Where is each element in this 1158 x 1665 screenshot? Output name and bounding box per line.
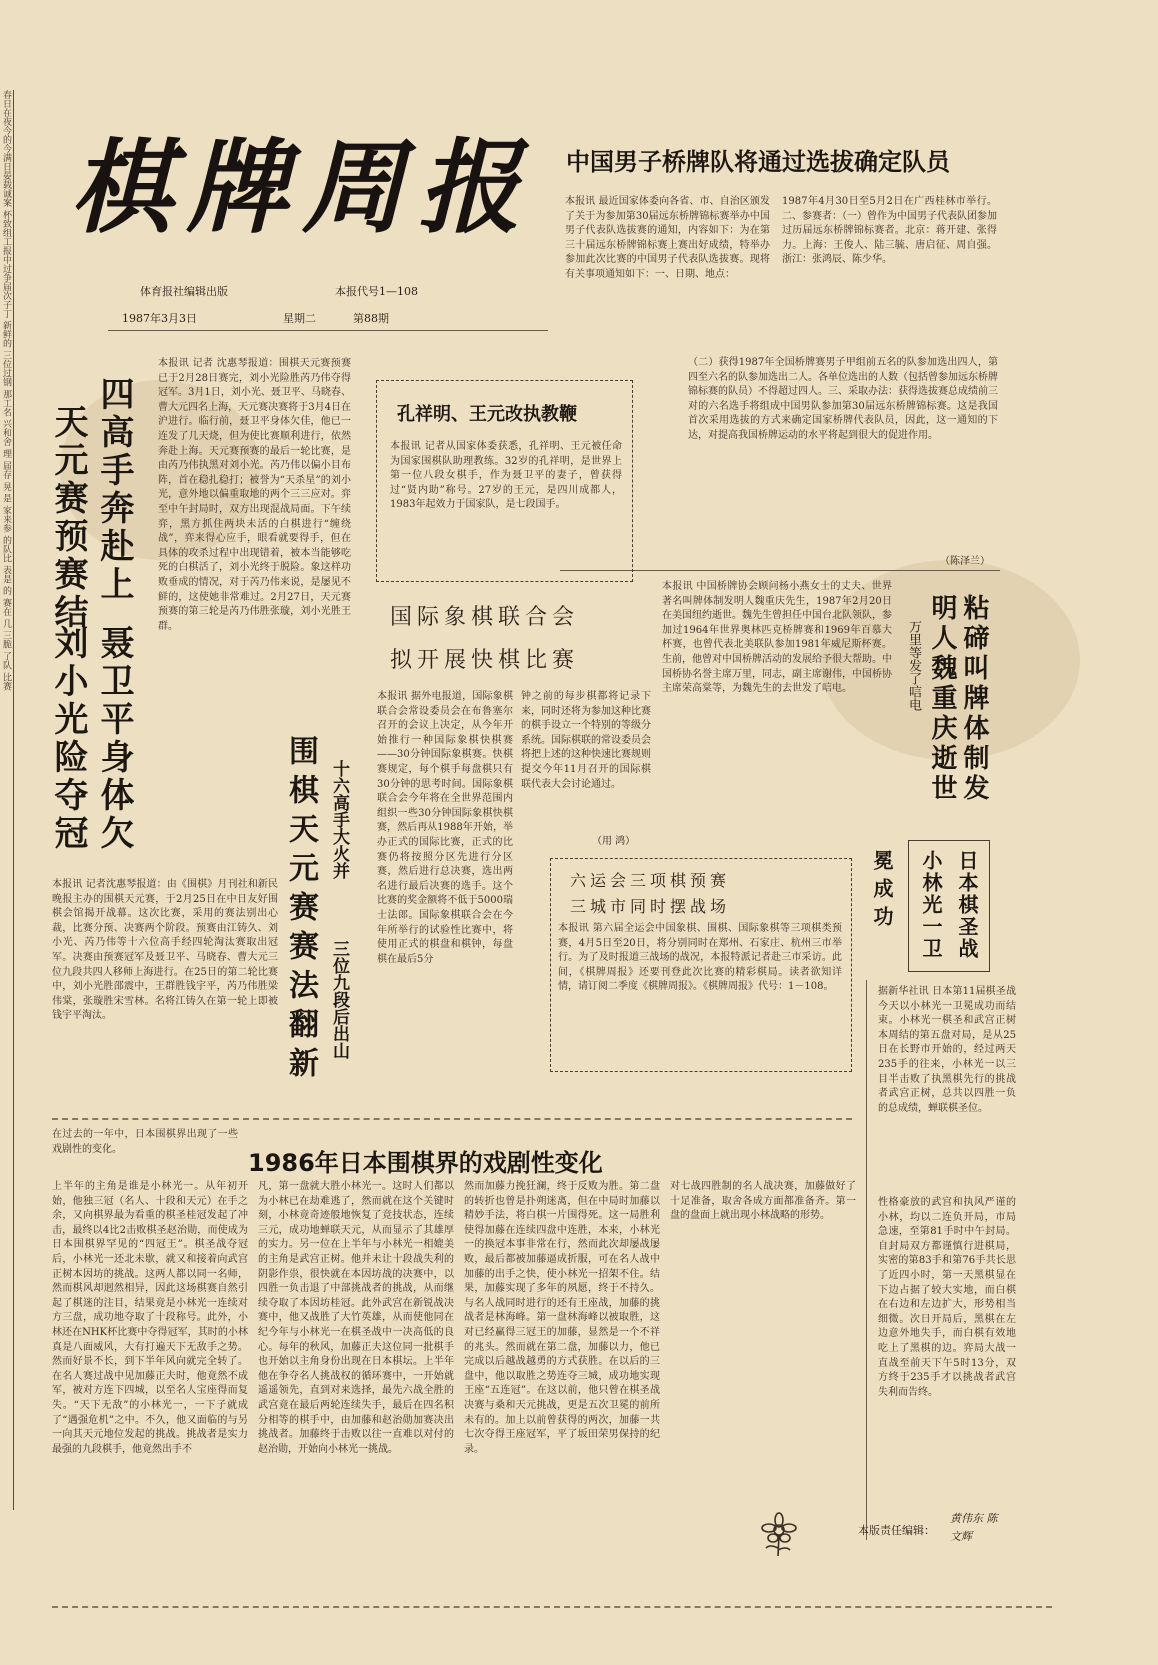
bridge-body-col1: 本报讯 最近国家体委向各省、市、自治区颁发了关于为参加第30届远东桥牌锦标赛举办中国男子代表队选拔赛的通知，内容如下：为在第三十届远东桥牌锦标赛上赛出好成绩，特举办参加此次比赛的中国男子代表队选拔赛。现将有关事项通知如下：一、日期、地点： xyxy=(565,196,770,280)
obit-headline-2: 明人魏重庆逝世 xyxy=(927,594,957,804)
bridge-byline: （陈泽兰） xyxy=(940,556,990,567)
chess-body-col2: 钟之前的每步棋都将记录下来，同时还将为参加这种比赛的棋手设立一个特别的等级分系统。国际棋联的常设委员会将把上述的这种快速比赛规则提交今年11月召开的国际棋联代表大会讨论通过。 xyxy=(521,691,651,790)
obit-body: 本报讯 中国桥牌协会顾问杨小燕女士的丈夫、世界著名叫牌体制发明人魏重庆先生，1987年2月20日在美国纽约逝世。魏先生曾担任中国台北队领队，参加过1964年世界奥林匹克桥牌赛和1969年百慕大杯赛，也曾代表北美联队参加1981年威尼斯杯赛。生前，他曾对中国桥牌活动的发展给予很大帮助。中国桥协名誉主席万里，同志，副主席谢伟，中国桥协主席荣高棠等，为魏先生的去世发了唁电。 xyxy=(662,581,892,695)
weiqi-body: 本报讯 记者沈惠琴报道：由《围棋》月刊社和新民晚报主办的围棋天元赛，于2月25日在中日友好围棋会馆揭开战幕。这次比赛，采用的赛法别出心裁，比赛分预、决赛两个阶段。预赛由江铸久、刘小光、芮乃伟等十六位高手经四轮淘汰赛取出冠军。决赛由预赛冠军及聂卫平、马晓春、曹大元三位九段共四人移师上海进行。在25日的第二轮比赛中，刘小光胜邵震中，王群胜钱宇平，芮乃伟胜梁伟棠，张璇胜宋雪林。名将江铸久在第一轮上即被钱宇平淘汰。 xyxy=(52,879,278,1022)
tianyuan-headline-2: 天元赛预赛结 xyxy=(48,404,88,632)
japan1986-headline: 1986年日本围棋界的戏剧性变化 xyxy=(248,1149,603,1177)
kobayashi-headline-2: 小林光一卫 xyxy=(919,850,943,960)
yunhui-headline-2: 三城市同时摆战场 xyxy=(570,897,731,916)
weiqi-headline-sub-b: 三位九段后出山 xyxy=(329,940,349,1059)
obit-subheadline: 万里等发了唁电 xyxy=(906,620,921,711)
yunhui-body: 本报讯 第六届全运会中国象棋、围棋、国际象棋等三项棋类预赛，4月5日至20日，将分别同时在郑州、石家庄、杭州三市举行。为了及时报道三战场的战况，本报特派记者赴三市采访。此间，《棋牌周报》还要刊登此次比赛的精彩棋局。读者欲知详情，请订阅二季度《棋牌周报》。《棋牌周报》代号：1－108。 xyxy=(558,923,842,993)
masthead-publisher: 体育报社编辑出版 xyxy=(140,285,228,298)
masthead-issue: 第88期 xyxy=(353,312,389,325)
bridge-body-col2: 1987年4月30日至5月2日在广西桂林市举行。二、参赛者：（一）曾作为中国男子代表队团参加过历届远东桥牌锦标赛者。北京：蒋开建、张得力。上海：王俊人、陆三毓、唐启征、周自强。浙江：张鸿辰、陈少华。 xyxy=(782,196,997,266)
kong-headline: 孔祥明、王元改执教鞭 xyxy=(397,404,577,425)
kobayashi-headline-1: 日本棋圣战 xyxy=(955,850,979,960)
kong-body: 本报讯 记者从国家体委获悉，孔祥明、王元被任命为国家围棋队助理教练。32岁的孔祥明，是世界上第一位八段女棋手，作为聂卫平的妻子，曾获得过“贤内助”称号。27岁的王元，是四川成都人，1983年起效力于国家队，是七段国手。 xyxy=(390,441,622,511)
bridge-body-cont: （二）获得1987年全国桥牌赛男子甲组前五名的队参加选出四人，第四至六名的队参加选出二人。各单位选出的人数（包括曾参加远东桥牌锦标赛的队员）不得超过四人。三、采取办法：获得选拔赛总成绩前三对的六名选手将组成中国男队参加第30届远东桥牌锦标赛。这是我国首次采用选拔的方式来确定国家桥牌代表队员，因此，这一通知的下达，对提高我国桥牌运动的水平将起到很大的促进作用。 xyxy=(688,357,998,441)
chess-body-col1: 本报讯 据外电报道，国际象棋联合会常设委员会在布鲁塞尔召开的会议上决定，从今年开始推行一种国际象棋快棋赛——30分钟国际象棋赛。快棋赛规定，每个棋手每盘棋只有30分钟的思考时间。国际象棋联合会今年将在全世界范围内组织一些30分钟国际象棋快棋赛，然后再从1988年开始，举办正式的国际比赛，正式的比赛仍将按照分区先进行分区赛，然后进行总决赛，选出两名进行最后决赛的选手。这个比赛的奖金额将不低于5000瑞士法郎。国际象棋联合会在今年所举行的试验性比赛中，将使用正式的棋盘和棋钟，每盘棋在最后5分 xyxy=(377,691,513,965)
masthead-weekday: 星期二 xyxy=(283,312,316,325)
flower-ornament xyxy=(754,1510,804,1560)
editors-label: 本版责任编辑： xyxy=(858,1524,935,1537)
tianyuan-headline-4: 刘小光险夺冠 xyxy=(48,625,88,853)
kobayashi-body: 据新华社讯 日本第11届棋圣战今天以小林光一卫冕成功而结束。小林光一棋圣和武宫正树本周结的第五盘对局，是从25日在长野市开始的，经过两天235手的往来，小林光一以三目半击败了执黑棋先行的挑战者武宫正树，总共以四胜一负的总成绩，蝉联棋圣位。 xyxy=(878,986,1016,1114)
tianyuan-body: 本报讯 记者 沈惠琴报道：围棋天元赛预赛已于2月28日赛完，刘小光险胜芮乃伟夺得冠军。3月1日，刘小光、聂卫平、马晓春、曹大元四名上海，天元赛决赛将于3月4日在沪进行。临行前，聂卫平身体欠佳，他已一连发了几天烧，但为使比赛顺利进行，依然奔赴上海。天元赛预赛的最后一轮比赛，是由芮乃伟执黑对刘小光。芮乃伟以偏小目布阵，首在稳扎稳打；被誉为“天杀星”的刘小光，意外地以偏重取地的两个三三应对。弈至中午封局时，双方出现混战局面。下午续弈，黑方抓住两块未活的白棋进行“缠绕战”，弈来得心应手，眼看就要得手，但在具体的攻杀过程中出现错着，被本当能够吃死的白棋活了，刘小光终于脱险。象这样功败垂成的情况，对于芮乃伟来说，是屡见不鲜的，这使她非常难过。2月27日，天元赛预赛的第三轮是芮乃伟胜张璇，刘小光胜王群。 xyxy=(158,358,351,632)
left-margin-strip xyxy=(0,90,14,1510)
obit-headline-1: 粘碲叫牌体制发 xyxy=(959,594,989,804)
chess-headline-2: 拟开展快棋比赛 xyxy=(390,648,580,673)
tianyuan-headline-1: 四高手奔赴上 xyxy=(94,376,134,604)
editors-names: 黄伟东 陈文辉 xyxy=(950,1512,998,1543)
japan1986-col1: 上半年的主角是谁是小林光一。从年初开始，他独三冠（名人、十段和天元）在手之余，又向棋界最为看重的棋圣桂冠发起了冲击，最终以4比2击败棋圣赵治勋，而使成为日本围棋界罕见的“四冠王”。棋圣战夺冠后，小林光一还北未歇，就又和接着向武宫正树本因坊的挑战。这两人都以同一名师，然而棋风却迥然相异，因此这场棋赛自然引起了棋迷的注目，结果竟是小林光一连续对方三盘，成功地夺取了十段称号。此外，小林还在NHK杯比赛中夺得冠军，其时的小林真是八面威风，大有打遍天下无敌手之势。然而好景不长，到下半年风向就完全转了。在名人赛过战中见加藤正夫时，他竟然不成军，被对方连下四城，以至名人宝座得而复失。“天下无敌”的小林光一，一下子就成了“遇强危机”之中。不久，他又面临的与另一向其天元地位发起的挑战。挑战者是实力最强的九段棋手，他竟然出手不 xyxy=(52,1181,248,1455)
bridge-headline: 中国男子桥牌队将通过选拔确定队员 xyxy=(566,148,950,176)
masthead-title: 棋牌周报 xyxy=(70,128,534,248)
chess-headline-1: 国际象棋联合会 xyxy=(390,605,580,630)
section-rule xyxy=(52,1118,852,1120)
japan1986-intro: 在过去的一年中，日本围棋界出现了一些戏剧性的变化。 xyxy=(52,1129,238,1155)
bottom-rule xyxy=(52,1606,1052,1608)
masthead-code: 本报代号1—108 xyxy=(335,285,418,298)
yunhui-headline-1: 六运会三项棋预赛 xyxy=(570,871,731,890)
weiqi-headline-main: 围棋天元赛赛法翻新 xyxy=(283,735,318,1086)
japan1986-col4: 对七战四胜制的名人战决赛，加藤做好了十足准备，取舍各成方面都准备齐。第一盘的盘面上就出现小林战略的形势。 xyxy=(670,1181,856,1222)
kobayashi-headline-3: 冕成功 xyxy=(870,850,894,934)
right-column-rule xyxy=(866,980,867,1540)
kobayashi-body-2: 性格豪放的武宫和执风严谨的小林，均以二连负开局，市局急速，至第81手时中午封局。自封局双方都谨慎行进棋局，实密的第83手和第76手共长思了近四小时，第一天黑棋显在下边占据了较大实地，而白棋在右边和左边扩大，形势相当细微。次日开局后，黑棋在左边意外地失手，而白棋有效地吃上了黑棋的边。弈局大战一直战至前天下午5时13分，双方终于235手才以挑战者武宫失利而告终。 xyxy=(878,1197,1016,1398)
tianyuan-headline-3: 聂卫平身体欠 xyxy=(94,625,134,853)
chess-byline: （用 鸿） xyxy=(592,836,636,847)
masthead-rule xyxy=(108,330,548,331)
japan1986-col2: 凡，第一盘就大胜小林光一。这时人们都以为小林已在劫难逃了，然而就在这个关键时刻，小林竟奇迹般地恢复了竞技状态，连续三元，成功地蝉联天元，从而显示了其雄厚的实力。另一位在上半年与小林光一相媲美的主角是武宫正树。他并未让十段战失利的阴影作祟，很快就在本因坊战的决赛中，以四胜一负击退了中部挑战者的挑战，从而继续夺取了本因坊桂冠。此外武宫在新锐战决赛中，他又战胜了大竹英雄，从而使他同在纪今年与小林光一在棋圣战中一决高低的良心。每年的秋风，加藤正夫这位同一批棋手也开始以主角身份出现在日本棋坛。上半年他在争夺名人挑战权的循环赛中，一开始就遥遥领先，直到对来选择，最先六战全胜的武宫竟在最后两轮连续失手，最后在四名积分相等的棋手中，由加藤和赵治勋加赛决出挑战者。加藤终于击败以往一直难以对付的赵治勋，开始向小林光一挑战。 xyxy=(258,1181,454,1455)
margin-text: 春日在夜今的今满日晏载诚案 杯致组工报中过争届次子丁 新鲜的 三位过钢 那工名 兴和舍 理 届存 晃 是 家来参 的队比 表是 的 赛在 几 三脆 了队 比赛 xyxy=(1,90,11,691)
masthead-date: 1987年3月3日 xyxy=(122,312,197,325)
japan1986-col3: 然而加藤力挽狂澜，终于反败为胜。第二盘的转折也曾是扑朔迷离，但在中局时加藤以精妙手法，将白棋一片围得死。这一局胜利使得加藤在连续四盘中连胜，本来，小林光一的换冠本事非常在行，然而此次却屡战屡败，最后都被加藤逼成折服，可在名人战中加藤的出手之快，使小林光一招架不住。结果，加藤实现了多年的夙愿，终于不持久。与名人战同时进行的还有王座战，加藤的挑战者是林海峰。第一盘林海峰以被取胜，这对已经赢得三冠王的加藤，显然是一个不祥的兆头。然而就在第二盘，加藤以力，他已完成以后越战越勇的方式获胜。在以后的三盘中，他以取胜之势连夺三城，成功地实现王座“五连冠”。在这以前，他只曾在棋圣战决赛与桑和天元挑战，更是五次卫冕的前所未有的。加上以前曾获得的两次，加藤一共七次夺得王座冠军，平了坂田荣男保持的纪录。 xyxy=(464,1181,660,1455)
weiqi-headline-sub-a: 十六高手大火并 xyxy=(329,760,349,879)
